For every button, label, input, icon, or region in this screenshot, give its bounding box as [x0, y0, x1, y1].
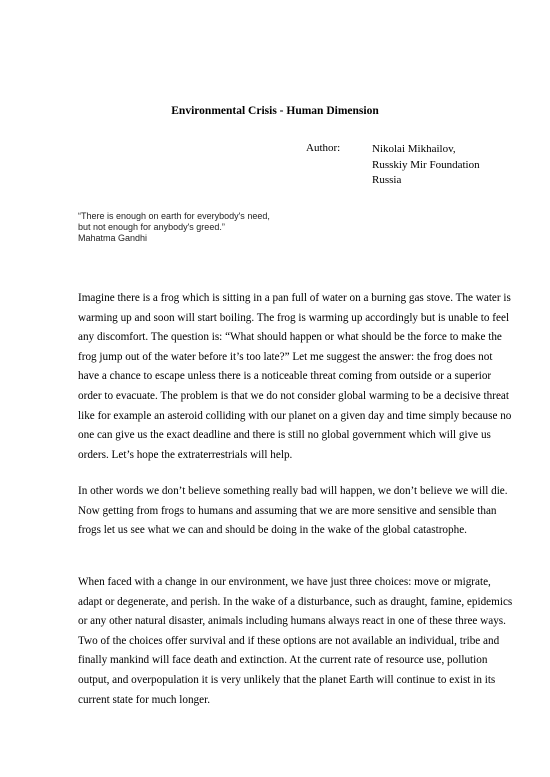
text-line: or any other natural disaster, animals including humans always react in one of these three ways.	[78, 615, 506, 628]
author-block	[372, 142, 480, 189]
author-label: Author:	[306, 142, 341, 154]
text-line: warming up and soon will start boiling. The frog is warming up accordingly but is unable to feel	[78, 311, 510, 324]
text-line: Now getting from frogs to humans and assuming that we are more sensitive and sensible than	[78, 504, 497, 517]
author-country: Russia	[372, 174, 402, 186]
paragraph-2	[78, 482, 512, 541]
text-line: finally mankind will face death and extinction. At the current rate of resource use, pollution	[78, 654, 488, 667]
paragraph-1	[78, 289, 512, 465]
author-organization: Russkiy Mir Foundation	[372, 158, 480, 171]
text-line: adapt or degenerate, and perish. In the wake of a disturbance, such as draught, famine, epidemics	[78, 595, 513, 608]
text-line: have a chance to escape unless there is a noticeable threat coming from outside or a superior	[78, 370, 492, 383]
text-line: like for example an asteroid colliding with our planet on a given day and time simply because no	[78, 409, 512, 422]
author-name: Nikolai Mikhailov,	[372, 143, 456, 155]
text-line: frog jump out of the water before it’s too late?” Let me suggest the answer: the frog does not	[78, 350, 493, 363]
text-line: Two of the choices offer survival and if these options are not available an individual, tribe and	[78, 634, 500, 647]
quote-line: but not enough for anybody's greed.”	[78, 222, 225, 232]
text-line: order to evacuate. The problem is that we do not consider global warming to be a decisive threat	[78, 389, 509, 402]
text-line: one can give us the exact deadline and there is still no global government which will give us	[78, 429, 491, 442]
paragraph-3	[78, 573, 512, 710]
text-line: current state for much longer.	[78, 693, 211, 706]
quote-attribution: Mahatma Gandhi	[78, 233, 148, 243]
epigraph-quote	[78, 211, 270, 244]
text-line: any discomfort. The question is: “What should happen or what should be the force to make the	[78, 331, 502, 344]
quote-line: “There is enough on earth for everybody's need,	[78, 211, 270, 221]
text-line: When faced with a change in our environment, we have just three choices: move or migrate,	[78, 576, 491, 588]
text-line: Imagine there is a frog which is sitting in a pan full of water on a burning gas stove. The water is	[78, 292, 511, 304]
document-title: Environmental Crisis - Human Dimension	[171, 105, 379, 117]
text-line: orders. Let’s hope the extraterrestrials will help.	[78, 448, 293, 461]
text-line: In other words we don’t believe something really bad will happen, we don’t believe we will die.	[78, 485, 508, 497]
text-line: output, and overpopulation it is very unlikely that the planet Earth will continue to exist in its	[78, 673, 496, 686]
text-line: frogs let us see what we can and should be doing in the wake of the global catastrophe.	[78, 524, 467, 537]
